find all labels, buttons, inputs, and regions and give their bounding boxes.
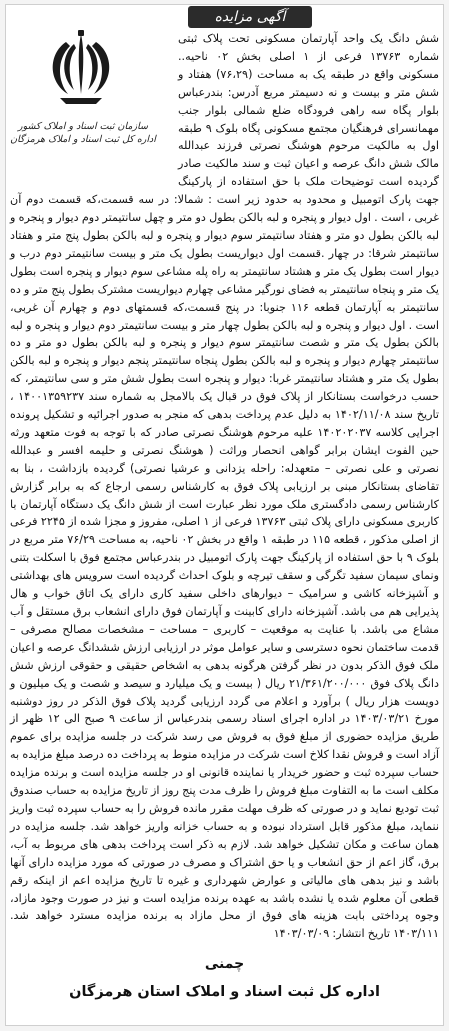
emblem-float-space	[10, 30, 178, 182]
notice-title: آگهی مزایده	[188, 6, 312, 28]
organization-caption: سازمان ثبت اسناد و املاک کشور اداره کل ثبت اسناد و املاک هرمزگان	[10, 121, 156, 145]
signature-name: چمنی	[204, 956, 245, 972]
issuing-office: اداره کل ثبت اسناد و املاک استان هرمزگان	[69, 984, 380, 1000]
notice-body-text: شش دانگ یک واحد آپارتمان مسکونی تحت پلاک ثبتی شماره ۱۳۷۶۳ فرعی از ۱ اصلی بخش ۰۲ ناحیه.. مسکونی واقع در طبقه یک به مساحت (۷۶،۲۹) هفتاد و شش متر و بیست و نه دسیمتر مربع آدرس: بندرعباس بلوار پگاه سه راهی فرودگاه ضلع شمالی بلوار جنب مهمانسرای فرهنگیان مجتمع مسکونی پگاه بلوک ۹ طبقه اول به مالکیت مرحوم هوشنگ نصرتی فرزند عبدالله مالک شش دانگ عرصه و اعیان ثبت و سند مالکیت صادر گردیده است توضیحات ملک با حق استفاده از پارکینگ جهت پارک اتومبیل و محدود به حدود زیر است : شمالا: در سه قسمت،که قسمت دوم آن غربی ، است . اول دیوار و پنجره و لبه بالکن بطول دو متر و چهل سانتیمتر دوم دیوار و پنجره و لبه بالکن بطول دو متر و هفتاد سانتیمتر سوم دیوار و پنجره و لبه بالکن بطول پنج متر و هفتاد سانتیمتر شرقا: در چهار .قسمت اول دیواریست بطول یک متر و بیست سانتیمتر دوم درب و دیوار است بطول یک متر و هشتاد سانتیمتر به راه پله مشاعی سوم دیوار و پنجره است بطول یک متر و پنجاه سانتیمتر به فضای نورگیر مشاعی چهارم دیواریست مشترک بطول پنج متر و ده سانتیمتر به آپارتمان قطعه ۱۱۶ جنوبا: در پنج قسمت،که قسمتهای دوم و چهارم آن غربی، است . اول دیوار و پنجره و لبه بالکن بطول چهار متر و بیست سانتیمتر دوم دیوار و پنجره و لبه بالکن بطول یک متر و شصت سانتیمتر سوم دیوار و پنجره و لبه بالکن بطول دو متر و ده سانتیمتر چهارم دیوار و پنجره و لبه بالکن بطول پنجاه سانتیمتر پنجم دیوار و پنجره و لبه بالکن بطول یک متر و هشتاد سانتیمتر غربا: دیوار و پنجره است بطول شش متر و سی سانتیمتر، که حسب درخواست بستانکار از پلاک فوق در قبال یک بالامجل به شماره سند ۱۴۰۰۱۳۵۹۲۳۷ ، تاریخ سند ۱۴۰۲/۱۱/۰۸ به دلیل عدم پرداخت بدهی که منجر به صدور اجرائیه و تشکیل پرونده اجرایی کلاسه ۱۴۰۲۰۲۰۳۷ علیه مرحوم هوشنگ نصرتی صادر که با توجه به فوت متعهد ورثه حین الفوت ایشان برابر گواهی انحصار وراثت ( هوشنگ نصرتی و حلیمه افسر و عبدالله نصرتی و علی نصرتی – متعهدله: راحله یزدانی و عرشیا نصرتی) گردیده بازداشت ، بنا به تقاضای بستانکار مبنی بر ارزیابی پلاک فوق به کارشناس رسمی ارجاع که به برابر گزارش کارشناس رسمی دادگستری ملک مورد نظر عبارت است از شش دانگ یک دستگاه آپارتمان با کاربری مسکونی دارای پلاک ثبتی ۱۳۷۶۳ فرعی از ۱ اصلی، مفروز و مجزا شده از ۲۲۴۵ فرعی از اصلی مذکور ، قطعه ۱۱۵ در طبقه ۱ واقع در بخش ۰۲ ناحیه، به مساحت ۷۶/۲۹ متر مربع در بلوک ۹ با حق استفاده از پارکینگ جهت پارک اتومبیل در بندرعباس مجتمع فوق با اسکلت بتنی ونمای سیمان سفید تگرگی و سقف تیرچه و بلوک احداث گردیده است سرویس های بهداشتی و آشپزخانه کاشی و سرامیک – دیوارهای داخلی سفید کاری دارای یک اتاق خواب و هال پذیرایی هم می باشد. آشپزخانه دارای کابینت و آپارتمان فوق دارای انشعاب برق مستقل و آب مشاع می باشد. با عنایت به موقعیت – کاربری – مساحت – مشخصات مصالح مصرفی – قدمت ساختمان نحوه دسترسی و سایر عوامل موثر در ارزیابی ارزش ششدانگ عرصه و اعیان ملک فوق الذکر بدون در نظر گرفتن هرگونه بدهی به اشخاص حقیقی و حقوقی ارزش شش دانگ پلاک فوق ۲۱/۳۶۱/۲۰۰/۰۰۰ ریال ( بیست و یک میلیارد و سیصد و شصت و یک میلیون و دویست هزار ریال ) برآورد و اعلام می گردد ارزیابی گردید پلاک فوق الذکر در روز دوشنبه مورخ ۱۴۰۳/۰۳/۲۱ در اداره اجرای اسناد رسمی بندرعباس از ساعت ۹ صبح الی ۱۲ ظهر از طریق مزایده حضوری از مبلغ فوق به فروش می رسد شرکت در جلسه مزایده برای عموم آزاد است و فروش نقدا کلاخ است شرکت در مزایده منوط به پرداخت ده درصد مبلغ مزایده به حساب سپرده ثبت و حضور خریدار یا نماینده قانونی او در جلسه مزایده است و برنده مزایده مکلف است ما به التفاوت مبلغ فروش را ظرف مدت پنج روز از تاریخ مزایده به حساب صندوق ثبت تودیع نماید و در صورتی که ظرف مهلت مقرر مانده فروش را به حساب سپرده ثبت واریز ننماید، مبلغ مذکور قابل استرداد نبوده و به حساب خزانه واریز خواهد شد. جلسه مزایده در همان ساعت و مکان تشکیل خواهد شد. لازم به ذکر است پرداخت بدهی های مربوط به آب، برق، گاز اعم از حق انشعاب و یا حق اشتراک و مصرف در صورتی که مورد مزایده دارای آنها باشد و نیز بدهی های مالیاتی و عوارض شهرداری و غیره تا تاریخ مزایده اعم از اینکه رقم قطعی آن معلوم شده یا نشده باشد به عهده برنده مزایده است و نیز در صورت وجود مازاد، وجوه پرداختی بابت هزینه های فوق از محل مازاد به برنده مزایده مسترد خواهد شد. ۱۴۰۳/۱۱۱ تاریخ انتشار: ۱۴۰۳/۰۳/۰۹	[10, 32, 440, 941]
notice-body	[10, 30, 439, 943]
